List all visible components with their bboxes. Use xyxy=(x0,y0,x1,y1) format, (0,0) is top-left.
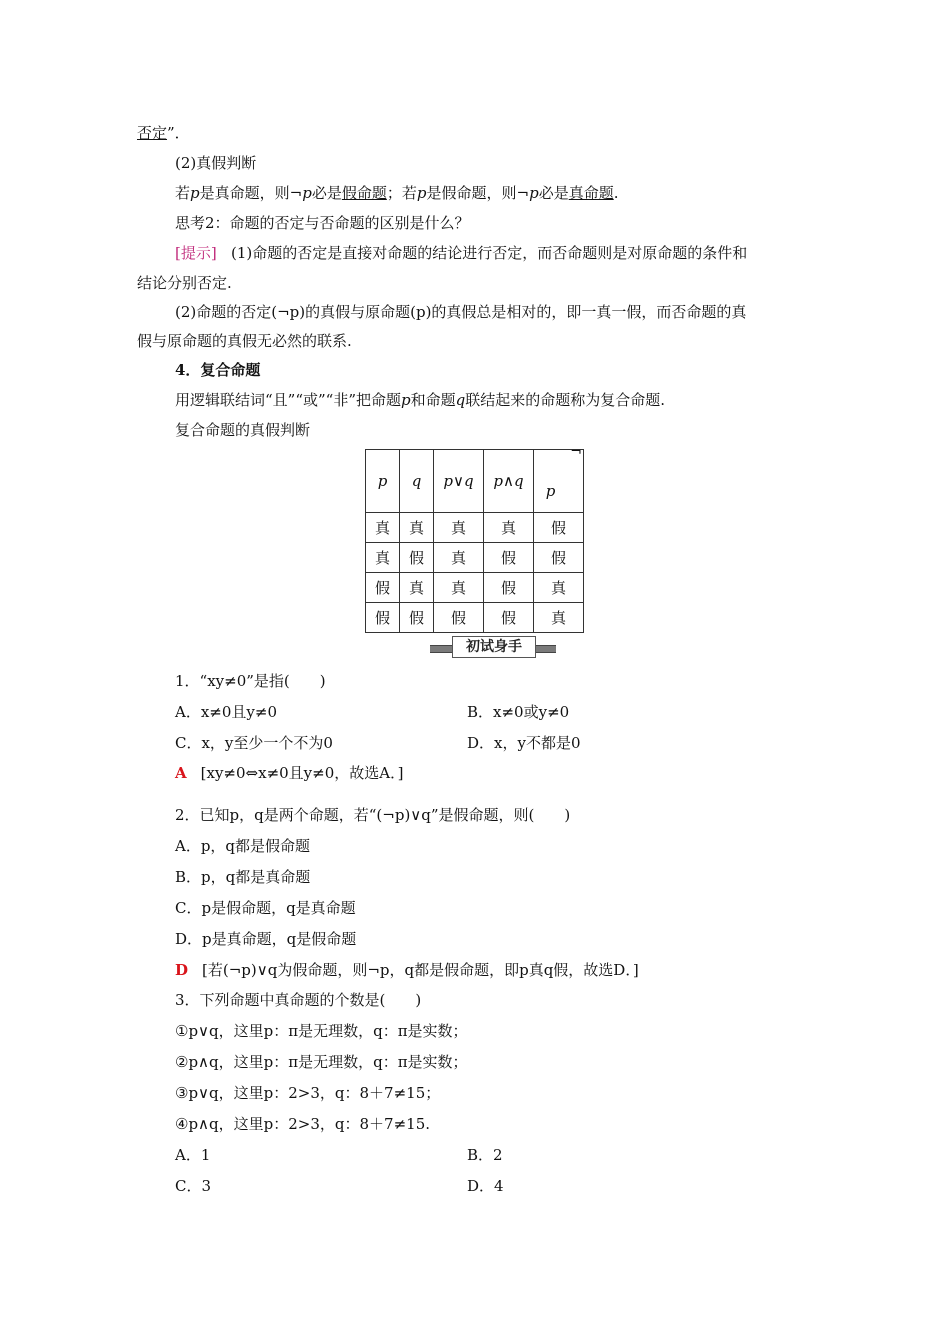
q3-option-a: A．1 xyxy=(175,1146,211,1164)
q2-solution: D [若(¬p)∨q为假命题，则¬p，q都是假命题，即p真q假，故选D．] xyxy=(175,961,639,979)
q3-stem: 3．下列命题中真命题的个数是( ) xyxy=(175,991,422,1009)
tip-line-2: (2)命题的否定(¬p)的真假与原命题(p)的真假总是相对的，即一真一假，而否命题的真 xyxy=(175,303,747,321)
q1-option-d: D．x，y不都是0 xyxy=(467,734,581,752)
tip-line-1: [提示] (1)命题的否定是直接对命题的结论进行否定，而否命题则是对原命题的条件和 xyxy=(175,244,748,262)
q2-option-a: A．p，q都是假命题 xyxy=(175,837,311,855)
q1-solution: A [xy≠0⇔x≠0且y≠0，故选A．] xyxy=(175,764,404,782)
header-p-and-q: p∧q xyxy=(484,450,534,513)
banner-label: 初试身手 xyxy=(452,636,536,658)
tip-line-2b: 假与原命题的真假无必然的联系. xyxy=(137,332,352,350)
continuation-line xyxy=(137,123,190,143)
text: ”． xyxy=(167,124,190,142)
tip-line-1b: 结论分别否定. xyxy=(137,274,232,292)
header-q: q xyxy=(400,450,434,513)
truth-rule-line: 若p是真命题，则¬p必是假命题；若p是假命题，则¬p必是真命题. xyxy=(175,184,619,202)
header-not-p: ¬ p xyxy=(534,450,584,513)
section-4-desc: 用逻辑联结词“且”“或”“非”把命题p和命题q联结起来的命题称为复合命题. xyxy=(175,391,666,409)
q2-answer: D xyxy=(175,961,189,979)
q2-option-d: D．p是真命题，q是假命题 xyxy=(175,930,357,948)
q3-option-b: B．2 xyxy=(467,1146,503,1164)
section-4-title: 4．复合命题 xyxy=(175,361,261,379)
q3-item-1: ①p∨q，这里p：π是无理数，q：π是实数； xyxy=(175,1022,468,1040)
q3-option-d: D．4 xyxy=(467,1177,504,1195)
q1-option-c: C．x，y至少一个不为0 xyxy=(175,734,333,752)
table-header-row xyxy=(366,450,584,513)
q2-option-c: C．p是假命题，q是真命题 xyxy=(175,899,356,917)
truth-table xyxy=(365,444,584,633)
q1-stem: 1．“xy≠0”是指( ) xyxy=(175,672,326,690)
blank-answer-true: 真命题 xyxy=(568,184,614,202)
q3-option-c: C．3 xyxy=(175,1177,212,1195)
q1-option-a: A．x≠0且y≠0 xyxy=(175,703,277,721)
table-row: 真 真 真 真 假 xyxy=(366,513,584,543)
table-row: 真 假 真 假 假 xyxy=(366,543,584,573)
underlined-term: 否定 xyxy=(137,124,168,142)
q3-item-3: ③p∨q，这里p：2>3，q：8＋7≠15； xyxy=(175,1084,441,1102)
table-row: 假 真 真 假 真 xyxy=(366,573,584,603)
q3-item-4: ④p∧q，这里p：2>3，q：8＋7≠15. xyxy=(175,1115,431,1133)
q2-stem: 2．已知p，q是两个命题，若“(¬p)∨q”是假命题，则( ) xyxy=(175,806,571,824)
q3-item-2: ②p∧q，这里p：π是无理数，q：π是实数； xyxy=(175,1053,468,1071)
think-2-question: 思考2：命题的否定与否命题的区别是什么？ xyxy=(175,214,470,232)
section-banner xyxy=(430,636,556,658)
header-p-or-q: p∨q xyxy=(434,450,484,513)
tip-tag: [提示] xyxy=(175,244,217,262)
q2-option-b: B．p，q都是真命题 xyxy=(175,868,311,886)
header-p: p xyxy=(366,450,400,513)
blank-answer-false: 假命题 xyxy=(341,184,387,202)
negation-mark: ¬ xyxy=(570,444,582,460)
q1-option-b: B．x≠0或y≠0 xyxy=(467,703,570,721)
q1-answer: A xyxy=(175,764,187,782)
table-caption: 复合命题的真假判断 xyxy=(175,421,311,439)
section-2-title: (2)真假判断 xyxy=(175,154,257,172)
table-row: 假 假 假 假 真 xyxy=(366,603,584,633)
